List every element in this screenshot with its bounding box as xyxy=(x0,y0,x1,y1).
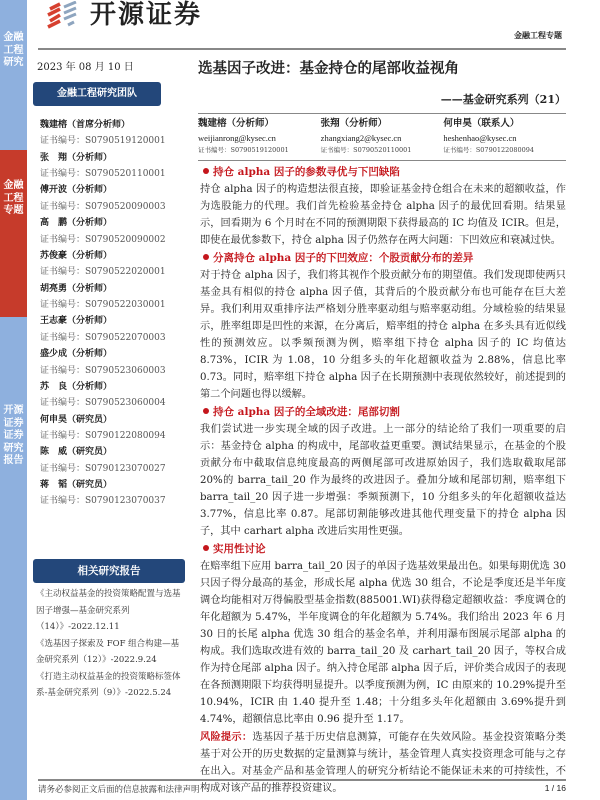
section-heading xyxy=(203,404,566,421)
team-member-cert: 证书编号：S0790123070027 xyxy=(40,463,166,474)
related-report-link[interactable]: 《主动权益基金的投资策略配置与选基因子增强—基金研究系列（14）》-2022.12.11 xyxy=(36,589,181,632)
risk-label: 风险提示： xyxy=(200,731,253,743)
team-member-name: 蒋 韬（研究员） xyxy=(40,480,113,491)
section-heading xyxy=(203,541,566,558)
team-member-cert: 证书编号：S0790522030001 xyxy=(40,300,166,311)
analyst-contacts xyxy=(198,116,566,156)
team-member-cert: 证书编号：S0790520110001 xyxy=(40,169,166,180)
team-member-cert: 证书编号：S0790520090002 xyxy=(40,234,166,245)
team-member-cert: 证书编号：S0790520090003 xyxy=(40,201,166,212)
section-heading-text: 持仓 alpha 因子的全域改进：尾部切割 xyxy=(213,406,400,418)
analyst-email[interactable]: heshenhao@kysec.cn xyxy=(443,133,517,143)
section-body: 对于持仓 alpha 因子，我们将其视作个股贡献分布的期望值。我们发现即使两只基金具有相似的持仓 alpha 因子值，其背后的个股贡献分布也可能存在巨大差异。我们利用双重排序法严格划分胜率驱动组与赔率驱动组。分域检验的结果显示，胜率组即是凹性的来源，在分离后，赔率组的持仓 alpha 在多头具有近似线性的预测效应。以季频预测为例，赔率组下持仓 alpha 因子的 IC 均值达 8.73%，ICIR 为 1.08，10 分组多头的年化超额收益为 2.88%，信息比率 0.73。同时，赔率组下持仓 alpha 因子在长期预测中表现依然较好，前述提到的第二个问题也得以缓解。 xyxy=(200,270,566,400)
analyst-name: 魏建榕（分析师） xyxy=(198,118,275,129)
section-body: 持仓 alpha 因子的构造想法很直接，即验证基金持仓组合在未来的超额收益，作为选股能力的代理。我们首先检验基金持仓 alpha 因子的最优回看期。结果显示，回看期为 6 个月时在不同的预测期限下获得最高的 IC 均值及 ICIR。但是，即使在最优参数下，持仓 alpha 因子仍然存在两大问题：下凹效应和衰减过快。 xyxy=(200,184,566,246)
team-list xyxy=(40,117,190,510)
related-reports-list xyxy=(36,586,186,702)
team-member-cert: 证书编号：S0790523060004 xyxy=(40,398,166,409)
analyst-email[interactable]: weijianrong@kysec.cn xyxy=(198,133,276,143)
team-member-name: 苏俊豪（分析师） xyxy=(40,250,113,261)
sidebar-strip xyxy=(0,0,27,800)
team-member-name: 陈 威（研究员） xyxy=(40,447,113,458)
section-heading-text: 持仓 alpha 因子的参数寻优与下凹缺陷 xyxy=(213,166,400,178)
team-member-cert: 证书编号：S0790523060003 xyxy=(40,365,166,376)
analyst-bottom-divider xyxy=(198,160,566,161)
company-logo xyxy=(46,0,202,30)
strip-label-mid: 金融工程专题 xyxy=(3,180,24,216)
team-member-name: 傅开波（分析师） xyxy=(40,185,113,196)
analyst-card xyxy=(198,116,321,156)
team-member-name: 胡亮勇（分析师） xyxy=(40,283,113,294)
team-member-cert: 证书编号：S0790123070037 xyxy=(40,496,166,507)
related-report-link[interactable]: 《选基因子探索及 FOF 组合构建—基金研究系列（12）》-2022.9.24 xyxy=(36,638,180,665)
analyst-cert: 证书编号：S0790122080094 xyxy=(443,146,535,154)
team-member-cert: 证书编号：S0790122080094 xyxy=(40,431,166,441)
bullet-icon xyxy=(203,408,209,414)
section-heading-text: 分离持仓 alpha 因子的下凹效应：个股贡献分布的差异 xyxy=(213,252,474,264)
strip-label-top: 金融工程研究 xyxy=(3,32,24,68)
team-member-name: 张 翔（分析师） xyxy=(40,152,113,163)
bullet-icon xyxy=(203,545,209,551)
bullet-icon xyxy=(203,168,209,174)
risk-warning xyxy=(200,729,566,797)
team-member-name: 苏 良（分析师） xyxy=(40,381,113,392)
team-member-cert: 证书编号：S0790522020001 xyxy=(40,267,166,278)
team-label: 金融工程研究团队 xyxy=(33,82,161,106)
analyst-cert: 证书编号：S0790519120001 xyxy=(198,146,289,154)
analyst-card xyxy=(321,116,444,156)
section-heading xyxy=(203,164,566,181)
section-heading-text: 实用性讨论 xyxy=(213,543,266,555)
team-member-name: 魏建榕（首席分析师） xyxy=(40,120,131,130)
analyst-top-divider xyxy=(198,113,566,114)
strip-label-bottom: 开源证券 证券研究报告 xyxy=(3,405,24,466)
team-member-name: 盛少成（分析师） xyxy=(40,349,113,360)
section-heading xyxy=(203,250,566,267)
sidebar-strip-highlight xyxy=(0,150,27,317)
footer-disclaimer[interactable]: 请务必参阅正文后面的信息披露和法律声明 xyxy=(38,785,200,795)
risk-text: 选基因子基于历史信息测算，可能存在失效风险。基金投资策略分类基于对公开的历史数据的定量测算与统计，基金管理人真实投资理念可能与之存在出入。对基金产品和基金管理人的研究分析结论不能保证未来的可持续性，不构成对该产品的推荐投资建议。 xyxy=(200,732,566,794)
section-body: 在赔率组下应用 barra_tail_20 因子的单因子选基效果最出色。如果每期优选 30 只因子得分最高的基金，形成长尾 alpha 优选 30 组合，不论是季度还是半年度调仓均能相对万得偏股型基金指数(885001.WI)获得稳定超额收益：季度调仓的年化超额为 5.47%，半年度调仓的年化超额为 5.74%。我们给出 2023 年 6 月 30 日的长尾 alpha 优选 30 组合的基金名单，并利用瀑布图展示尾部 alpha 的构成。我们选取改进有效的 barra_tail_20 及 carhart_tail_20 因子，等权合成作为持仓尾部 alpha 因子。纳入持仓尾部 alpha 因子后，评价类合成因子的表现在各预测期限下均获得明显提升。以季度预测为例，IC 由原来的 10.29%提升至 10.94%，ICIR 由 1.40 提升至 1.48；十分组多头年化超额由 3.69%提升到 4.74%，超额信息比率由 0.96 提升至 1.17。 xyxy=(200,561,566,725)
analyst-name: 何申昊（联系人） xyxy=(443,118,520,129)
logo-mark-icon xyxy=(46,1,80,29)
report-title: 选基因子改进：基金持仓的尾部收益视角 xyxy=(198,60,459,77)
related-reports-label: 相关研究报告 xyxy=(33,559,185,583)
analyst-email[interactable]: zhangxiang2@kysec.cn xyxy=(320,133,402,143)
section-body: 我们尝试进一步实现全域的因子改进。上一部分的结论给了我们一项重要的启示：基金持仓 alpha 的构成中，尾部收益更重要。测试结果显示，在基金的个股贡献分布中截取信息纯度最高的两侧尾部可改进原始因子，我们选取截取尾部 20%的 barra_tail_20 作为最终的改进因子。叠加分域和尾部切割，赔率组下 barra_tail_20 因子进一步增强：季频预测下，10 分组多头的年化超额收益达 3.77%，信息比率 0.87。尾部切割能够改进其他代理变量下的持仓 alpha 因子，其中 carhart alpha 改进后实用性更强。 xyxy=(200,424,566,537)
analyst-card xyxy=(443,116,566,156)
header-divider xyxy=(38,48,566,50)
team-member-name: 王志豪（分析师） xyxy=(40,316,113,327)
analyst-cert: 证书编号：S0790520110001 xyxy=(320,146,412,154)
report-date: 2023 年 08 月 10 日 xyxy=(37,62,134,73)
report-subtitle: ——基金研究系列（21） xyxy=(440,93,566,106)
bullet-icon xyxy=(203,254,209,260)
analyst-name: 张翔（分析师） xyxy=(320,118,388,129)
page-number: 1 / 16 xyxy=(544,783,566,793)
footer-divider xyxy=(38,779,566,781)
team-member-cert: 证书编号：S0790522070003 xyxy=(40,332,166,343)
team-member-cert: 证书编号：S0790519120001 xyxy=(40,136,166,147)
report-summary xyxy=(200,164,566,798)
team-member-name: 高 鹏（分析师） xyxy=(40,218,113,229)
logo-text: 开源证券 xyxy=(90,0,203,30)
related-report-link[interactable]: 《打造主动权益基金的投资策略标签体系-基金研究系列（9）》-2022.5.24 xyxy=(36,671,181,698)
team-member-name: 何申昊（研究员） xyxy=(40,414,113,425)
report-type-tag: 金融工程专题 xyxy=(514,30,562,40)
